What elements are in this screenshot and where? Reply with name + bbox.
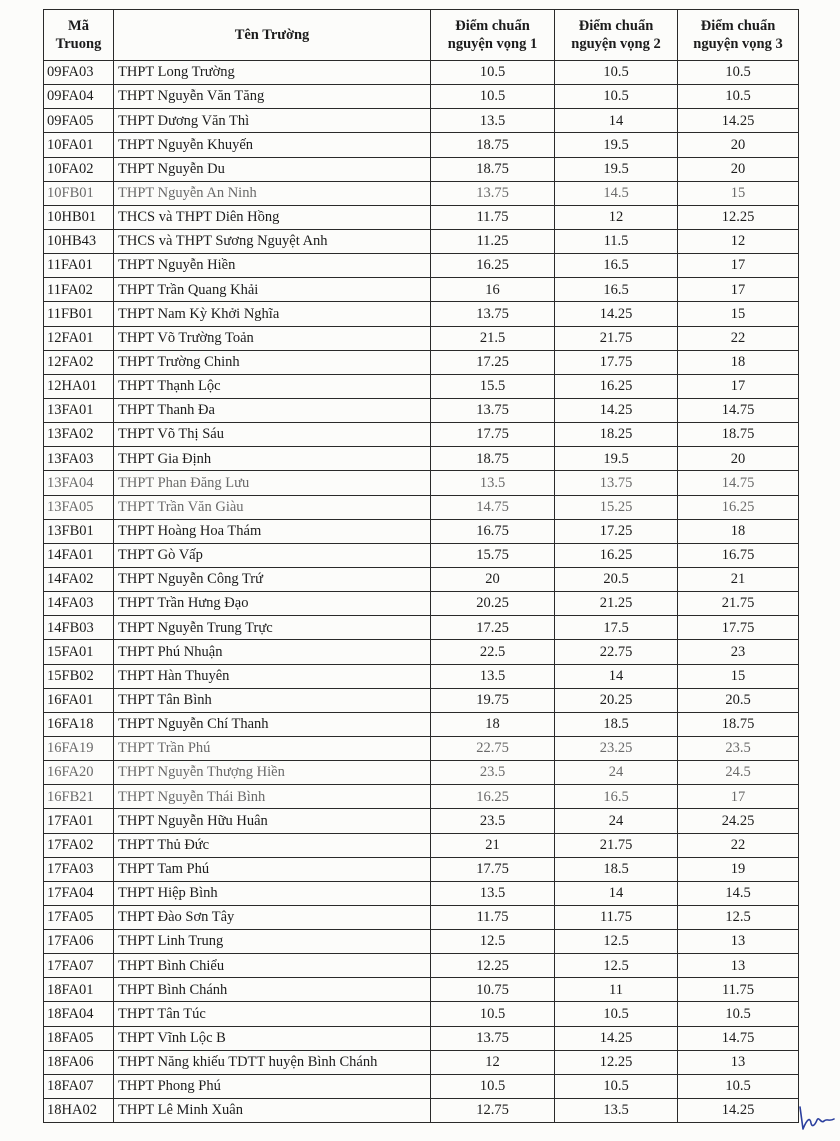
cell-school-code: 10FA01 [44,133,114,157]
cell-school-name: THPT Bình Chánh [114,978,431,1002]
cell-score-nv1: 13.75 [431,181,555,205]
cell-score-nv1: 16.25 [431,785,555,809]
cell-school-code: 09FA05 [44,109,114,133]
cell-score-nv2: 19.5 [555,447,678,471]
table-row [44,1074,799,1098]
table-row [44,616,799,640]
cell-school-name: THPT Nguyễn Khuyến [114,133,431,157]
cell-score-nv2: 24 [555,809,678,833]
cell-score-nv2: 12.25 [555,1050,678,1074]
cell-score-nv3: 18 [678,519,799,543]
table-row [44,761,799,785]
cell-score-nv1: 11.75 [431,205,555,229]
cell-school-name: THPT Nguyễn Hiền [114,254,431,278]
cell-score-nv3: 14.5 [678,881,799,905]
cell-score-nv2: 10.5 [555,1002,678,1026]
cell-score-nv2: 17.75 [555,350,678,374]
cell-score-nv2: 17.25 [555,519,678,543]
cell-school-code: 17FA05 [44,905,114,929]
cell-score-nv1: 12 [431,1050,555,1074]
cell-score-nv1: 15.5 [431,374,555,398]
cell-score-nv3: 15 [678,302,799,326]
cell-score-nv2: 10.5 [555,1074,678,1098]
cell-score-nv1: 22.5 [431,640,555,664]
cell-school-code: 10HB01 [44,205,114,229]
cell-score-nv2: 23.25 [555,736,678,760]
cell-score-nv1: 11.75 [431,905,555,929]
cell-school-name: THPT Phong Phú [114,1074,431,1098]
cell-score-nv1: 10.5 [431,61,555,85]
cell-score-nv1: 12.5 [431,930,555,954]
cell-score-nv2: 10.5 [555,85,678,109]
cell-score-nv3: 18.75 [678,712,799,736]
cell-school-name: THPT Lê Minh Xuân [114,1099,431,1123]
table-header-row [44,10,799,61]
cell-school-name: THPT Võ Trường Toản [114,326,431,350]
cell-score-nv2: 14.25 [555,398,678,422]
table-row [44,567,799,591]
cell-school-name: THPT Thanh Đa [114,398,431,422]
table-row [44,809,799,833]
cell-score-nv3: 14.25 [678,109,799,133]
table-row [44,85,799,109]
table-row [44,736,799,760]
cell-score-nv3: 19 [678,857,799,881]
cell-score-nv1: 23.5 [431,809,555,833]
cell-school-code: 14FA03 [44,592,114,616]
cell-score-nv3: 23.5 [678,736,799,760]
table-row [44,254,799,278]
cell-score-nv3: 17 [678,254,799,278]
table-row [44,519,799,543]
cell-score-nv1: 13.75 [431,398,555,422]
cell-score-nv3: 17 [678,785,799,809]
cell-score-nv1: 23.5 [431,761,555,785]
cell-score-nv2: 20.25 [555,688,678,712]
table-row [44,905,799,929]
cell-school-name: THPT Gò Vấp [114,543,431,567]
header-score-nv1: Điểm chuẩn nguyện vọng 1 [431,10,555,61]
cell-school-name: THPT Tân Bình [114,688,431,712]
table-row [44,543,799,567]
cell-score-nv1: 18 [431,712,555,736]
cell-score-nv2: 14.25 [555,1026,678,1050]
table-row [44,350,799,374]
cell-school-code: 13FA05 [44,495,114,519]
cell-score-nv2: 16.5 [555,785,678,809]
cell-score-nv3: 14.75 [678,471,799,495]
cell-school-code: 17FA01 [44,809,114,833]
cell-score-nv3: 15 [678,664,799,688]
cell-score-nv2: 14.5 [555,181,678,205]
cell-score-nv2: 13.5 [555,1099,678,1123]
cell-score-nv3: 17.75 [678,616,799,640]
table-row [44,302,799,326]
cell-score-nv1: 20 [431,567,555,591]
cell-school-code: 18HA02 [44,1099,114,1123]
cell-score-nv1: 12.75 [431,1099,555,1123]
cell-school-name: THPT Võ Thị Sáu [114,423,431,447]
cell-school-name: THPT Dương Văn Thì [114,109,431,133]
cell-score-nv3: 16.75 [678,543,799,567]
cell-school-code: 18FA06 [44,1050,114,1074]
cell-score-nv1: 16.75 [431,519,555,543]
cell-score-nv3: 23 [678,640,799,664]
table-row [44,205,799,229]
table-row [44,133,799,157]
table-row [44,447,799,471]
header-score-nv3: Điểm chuẩn nguyện vọng 3 [678,10,799,61]
cell-school-code: 17FA03 [44,857,114,881]
cell-school-name: THPT Nguyễn Hữu Huân [114,809,431,833]
cell-score-nv1: 22.75 [431,736,555,760]
cell-score-nv1: 15.75 [431,543,555,567]
cell-school-code: 18FA07 [44,1074,114,1098]
cell-school-name: THPT Phan Đăng Lưu [114,471,431,495]
cell-school-name: THPT Tam Phú [114,857,431,881]
cell-school-name: THPT Vĩnh Lộc B [114,1026,431,1050]
cell-score-nv3: 20 [678,157,799,181]
table-row [44,423,799,447]
cell-school-code: 11FA01 [44,254,114,278]
cell-score-nv1: 18.75 [431,157,555,181]
cell-score-nv3: 24.25 [678,809,799,833]
cell-school-code: 14FA01 [44,543,114,567]
table-row [44,157,799,181]
cell-score-nv2: 14 [555,664,678,688]
cell-school-name: THPT Nguyễn Văn Tăng [114,85,431,109]
cell-score-nv3: 10.5 [678,1002,799,1026]
cell-school-name: THPT Nguyễn Thượng Hiền [114,761,431,785]
table-row [44,688,799,712]
cell-school-name: THPT Nguyễn Công Trứ [114,567,431,591]
cell-score-nv3: 13 [678,1050,799,1074]
cell-school-name: THPT Bình Chiểu [114,954,431,978]
cell-score-nv3: 10.5 [678,85,799,109]
cell-score-nv2: 19.5 [555,133,678,157]
cell-score-nv3: 17 [678,278,799,302]
cell-score-nv1: 19.75 [431,688,555,712]
cell-score-nv2: 16.5 [555,254,678,278]
cell-score-nv3: 18 [678,350,799,374]
cell-score-nv3: 18.75 [678,423,799,447]
cell-school-code: 16FA18 [44,712,114,736]
cell-score-nv1: 13.5 [431,471,555,495]
cell-school-code: 10FB01 [44,181,114,205]
cell-score-nv1: 14.75 [431,495,555,519]
cell-school-code: 18FA01 [44,978,114,1002]
cell-score-nv2: 20.5 [555,567,678,591]
cell-score-nv3: 10.5 [678,61,799,85]
cell-school-name: THPT Thủ Đức [114,833,431,857]
cell-school-name: THPT Trần Quang Khải [114,278,431,302]
cell-score-nv3: 10.5 [678,1074,799,1098]
cell-score-nv1: 18.75 [431,133,555,157]
cell-school-name: THPT Hàn Thuyên [114,664,431,688]
cell-school-code: 10FA02 [44,157,114,181]
cell-school-code: 13FB01 [44,519,114,543]
cell-score-nv1: 17.25 [431,616,555,640]
cell-school-name: THPT Nguyễn Chí Thanh [114,712,431,736]
cell-score-nv1: 20.25 [431,592,555,616]
cell-score-nv1: 10.5 [431,85,555,109]
cell-school-name: THPT Đào Sơn Tây [114,905,431,929]
table-row [44,954,799,978]
cell-score-nv1: 21.5 [431,326,555,350]
signature-icon [797,1103,837,1133]
cell-school-code: 18FA05 [44,1026,114,1050]
cell-school-name: THCS và THPT Diên Hồng [114,205,431,229]
cell-school-name: THCS và THPT Sương Nguyệt Anh [114,229,431,253]
cell-score-nv1: 12.25 [431,954,555,978]
table-body [44,61,799,1123]
cell-school-name: THPT Gia Định [114,447,431,471]
cell-score-nv1: 10.5 [431,1074,555,1098]
cell-score-nv2: 12.5 [555,930,678,954]
cell-school-name: THPT Hoàng Hoa Thám [114,519,431,543]
table-row [44,1099,799,1123]
cell-school-name: THPT Trần Phú [114,736,431,760]
cell-school-name: THPT Trần Hưng Đạo [114,592,431,616]
cell-score-nv1: 17.25 [431,350,555,374]
cell-school-code: 11FB01 [44,302,114,326]
cell-score-nv3: 14.75 [678,398,799,422]
cell-school-code: 17FA04 [44,881,114,905]
cell-school-name: THPT Nam Kỳ Khởi Nghĩa [114,302,431,326]
table-row [44,471,799,495]
cell-score-nv2: 18.5 [555,712,678,736]
cell-score-nv2: 17.5 [555,616,678,640]
cell-score-nv3: 21.75 [678,592,799,616]
cell-score-nv3: 15 [678,181,799,205]
cell-score-nv1: 17.75 [431,423,555,447]
cell-school-code: 17FA07 [44,954,114,978]
cell-school-code: 13FA04 [44,471,114,495]
table-row [44,640,799,664]
cell-score-nv1: 13.5 [431,664,555,688]
cell-score-nv3: 14.25 [678,1099,799,1123]
table-row [44,785,799,809]
cell-score-nv1: 10.5 [431,1002,555,1026]
cell-school-code: 17FA02 [44,833,114,857]
table-row [44,398,799,422]
cell-school-code: 13FA03 [44,447,114,471]
table-row [44,374,799,398]
table-row [44,857,799,881]
table-row [44,109,799,133]
cell-school-name: THPT Linh Trung [114,930,431,954]
table-row [44,495,799,519]
cell-school-name: THPT Nguyễn Du [114,157,431,181]
cell-score-nv2: 15.25 [555,495,678,519]
table-row [44,181,799,205]
cell-school-code: 10HB43 [44,229,114,253]
cell-school-name: THPT Nguyễn An Ninh [114,181,431,205]
cell-score-nv2: 13.75 [555,471,678,495]
cell-score-nv3: 12.5 [678,905,799,929]
cell-score-nv2: 16.5 [555,278,678,302]
cell-score-nv2: 18.25 [555,423,678,447]
cell-school-name: THPT Trường Chinh [114,350,431,374]
cell-school-code: 15FA01 [44,640,114,664]
table-row [44,592,799,616]
cell-school-code: 13FA02 [44,423,114,447]
cell-score-nv3: 12.25 [678,205,799,229]
header-school-name: Tên Trường [114,10,431,61]
cell-score-nv2: 12 [555,205,678,229]
cell-score-nv3: 20.5 [678,688,799,712]
cell-school-name: THPT Nguyễn Trung Trực [114,616,431,640]
cell-school-name: THPT Phú Nhuận [114,640,431,664]
cell-score-nv3: 13 [678,954,799,978]
cell-score-nv3: 17 [678,374,799,398]
table-row [44,664,799,688]
cell-score-nv1: 21 [431,833,555,857]
table-row [44,930,799,954]
cell-score-nv2: 11.75 [555,905,678,929]
cell-school-code: 12HA01 [44,374,114,398]
cell-score-nv3: 22 [678,833,799,857]
cell-score-nv2: 18.5 [555,857,678,881]
cell-score-nv1: 13.5 [431,109,555,133]
cell-school-code: 16FA20 [44,761,114,785]
cell-school-code: 12FA01 [44,326,114,350]
table-row [44,978,799,1002]
cell-score-nv1: 16 [431,278,555,302]
cell-school-name: THPT Năng khiếu TDTT huyện Bình Chánh [114,1050,431,1074]
table-row [44,1050,799,1074]
cell-score-nv1: 13.75 [431,302,555,326]
cell-score-nv2: 10.5 [555,61,678,85]
cell-score-nv2: 14.25 [555,302,678,326]
cell-school-code: 14FA02 [44,567,114,591]
cell-score-nv1: 16.25 [431,254,555,278]
header-school-code: Mã Truong [44,10,114,61]
cell-school-name: THPT Hiệp Bình [114,881,431,905]
cell-school-code: 18FA04 [44,1002,114,1026]
cell-score-nv3: 20 [678,447,799,471]
cell-score-nv1: 11.25 [431,229,555,253]
cell-school-code: 17FA06 [44,930,114,954]
cell-score-nv2: 16.25 [555,374,678,398]
table-row [44,326,799,350]
cell-score-nv3: 11.75 [678,978,799,1002]
admission-score-table [43,9,799,1123]
cell-score-nv3: 14.75 [678,1026,799,1050]
cell-score-nv3: 16.25 [678,495,799,519]
table-row [44,1026,799,1050]
cell-score-nv3: 20 [678,133,799,157]
cell-school-code: 16FB21 [44,785,114,809]
cell-score-nv3: 13 [678,930,799,954]
cell-score-nv2: 11.5 [555,229,678,253]
cell-school-code: 09FA04 [44,85,114,109]
cell-school-name: THPT Thạnh Lộc [114,374,431,398]
cell-school-code: 09FA03 [44,61,114,85]
cell-school-code: 14FB03 [44,616,114,640]
table-row [44,229,799,253]
cell-score-nv3: 24.5 [678,761,799,785]
table-row [44,833,799,857]
cell-school-name: THPT Tân Túc [114,1002,431,1026]
cell-score-nv2: 12.5 [555,954,678,978]
header-score-nv2: Điểm chuẩn nguyện vọng 2 [555,10,678,61]
table-row [44,61,799,85]
cell-score-nv2: 21.25 [555,592,678,616]
cell-score-nv2: 14 [555,109,678,133]
cell-score-nv3: 12 [678,229,799,253]
cell-score-nv2: 21.75 [555,833,678,857]
cell-score-nv2: 24 [555,761,678,785]
cell-score-nv3: 21 [678,567,799,591]
cell-school-code: 16FA19 [44,736,114,760]
cell-score-nv2: 16.25 [555,543,678,567]
cell-school-name: THPT Trần Văn Giàu [114,495,431,519]
cell-school-code: 12FA02 [44,350,114,374]
cell-score-nv2: 19.5 [555,157,678,181]
cell-score-nv2: 22.75 [555,640,678,664]
cell-score-nv2: 11 [555,978,678,1002]
table-row [44,881,799,905]
cell-school-code: 11FA02 [44,278,114,302]
cell-school-code: 15FB02 [44,664,114,688]
cell-score-nv3: 22 [678,326,799,350]
cell-score-nv1: 13.75 [431,1026,555,1050]
cell-school-code: 13FA01 [44,398,114,422]
cell-score-nv1: 10.75 [431,978,555,1002]
cell-score-nv2: 14 [555,881,678,905]
cell-score-nv1: 17.75 [431,857,555,881]
table-row [44,278,799,302]
cell-school-name: THPT Long Trường [114,61,431,85]
cell-school-code: 16FA01 [44,688,114,712]
cell-score-nv2: 21.75 [555,326,678,350]
cell-school-name: THPT Nguyễn Thái Bình [114,785,431,809]
table-row [44,712,799,736]
cell-score-nv1: 18.75 [431,447,555,471]
table-row [44,1002,799,1026]
cell-score-nv1: 13.5 [431,881,555,905]
